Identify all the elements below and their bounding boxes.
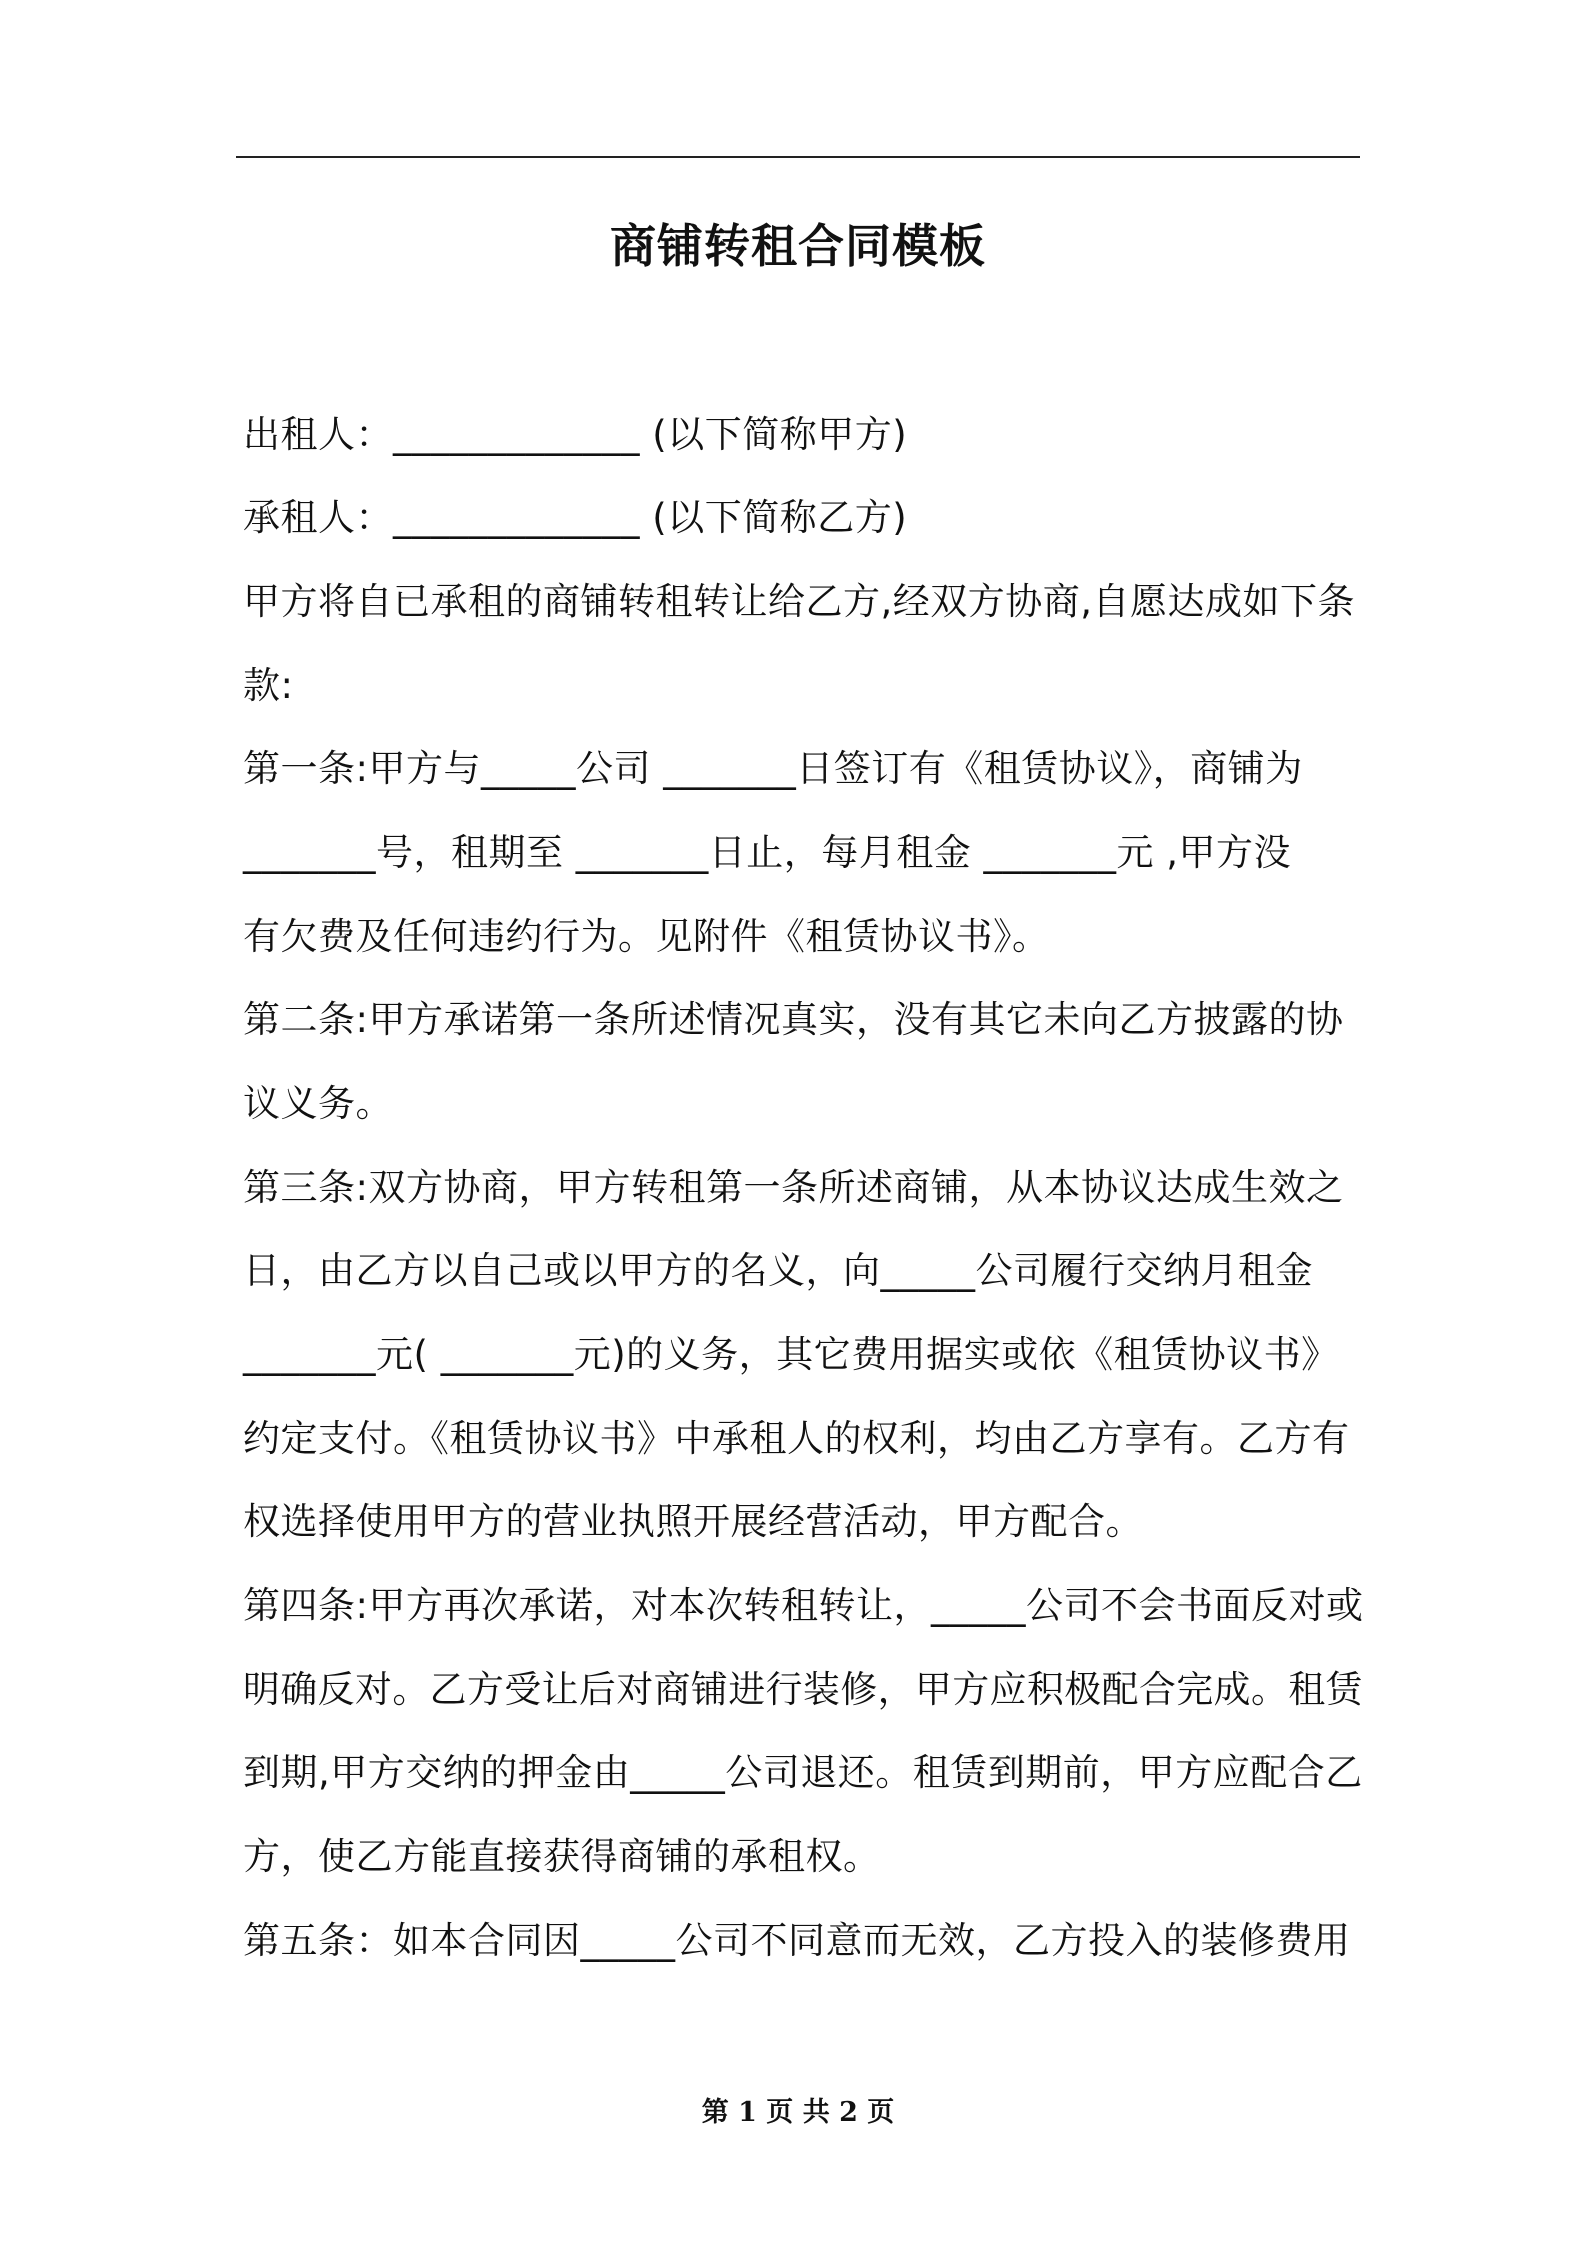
text-line: 议义务。 xyxy=(243,1082,393,1125)
text-line: 权选择使用甲方的营业执照开展经营活动，甲方配合。 xyxy=(243,1500,1143,1543)
text-line: 出租人：_____________ (以下简称甲方) xyxy=(243,413,908,456)
text-line: 款: xyxy=(243,664,294,707)
page-number: 第 1 页 共 2 页 xyxy=(701,2097,895,2128)
text-line: 第二条:甲方承诺第一条所述情况真实，没有其它未向乙方披露的协 xyxy=(243,998,1344,1041)
text-line: _______号，租期至 _______日止，每月租金 _______元 ,甲方没 xyxy=(243,831,1292,874)
text-line: 第一条:甲方与_____公司 _______日签订有《租赁协议》，商铺为 xyxy=(243,747,1303,790)
text-line: 甲方将自已承租的商铺转租转让给乙方,经双方协商,自愿达成如下条 xyxy=(243,580,1356,623)
text-line: 日，由乙方以自己或以甲方的名义，向_____公司履行交纳月租金 xyxy=(243,1249,1313,1292)
text-line: 第五条：如本合同因_____公司不同意而无效，乙方投入的装修费用 xyxy=(243,1919,1351,1962)
text-line: 承租人：_____________ (以下简称乙方) xyxy=(243,496,908,539)
document-title: 商铺转租合同模板 xyxy=(610,219,986,273)
text-line: 明确反对。乙方受让后对商铺进行装修，甲方应积极配合完成。租赁 xyxy=(243,1668,1363,1711)
text-line: 约定支付。《租赁协议书》中承租人的权利，均由乙方享有。乙方有 xyxy=(243,1417,1350,1460)
text-line: 第三条:双方协商，甲方转租第一条所述商铺，从本协议达成生效之 xyxy=(243,1166,1344,1209)
text-line: 到期,甲方交纳的押金由_____公司退还。租赁到期前，甲方应配合乙 xyxy=(243,1751,1363,1794)
text-line: _______元( _______元)的义务，其它费用据实或依《租赁协议书》 xyxy=(243,1333,1339,1376)
text-line: 有欠费及任何违约行为。见附件《租赁协议书》。 xyxy=(243,915,1050,958)
text-line: 方，使乙方能直接获得商铺的承租权。 xyxy=(243,1835,881,1878)
header-rule xyxy=(236,156,1360,158)
text-line: 第四条:甲方再次承诺，对本次转租转让，_____公司不会书面反对或 xyxy=(243,1584,1364,1627)
